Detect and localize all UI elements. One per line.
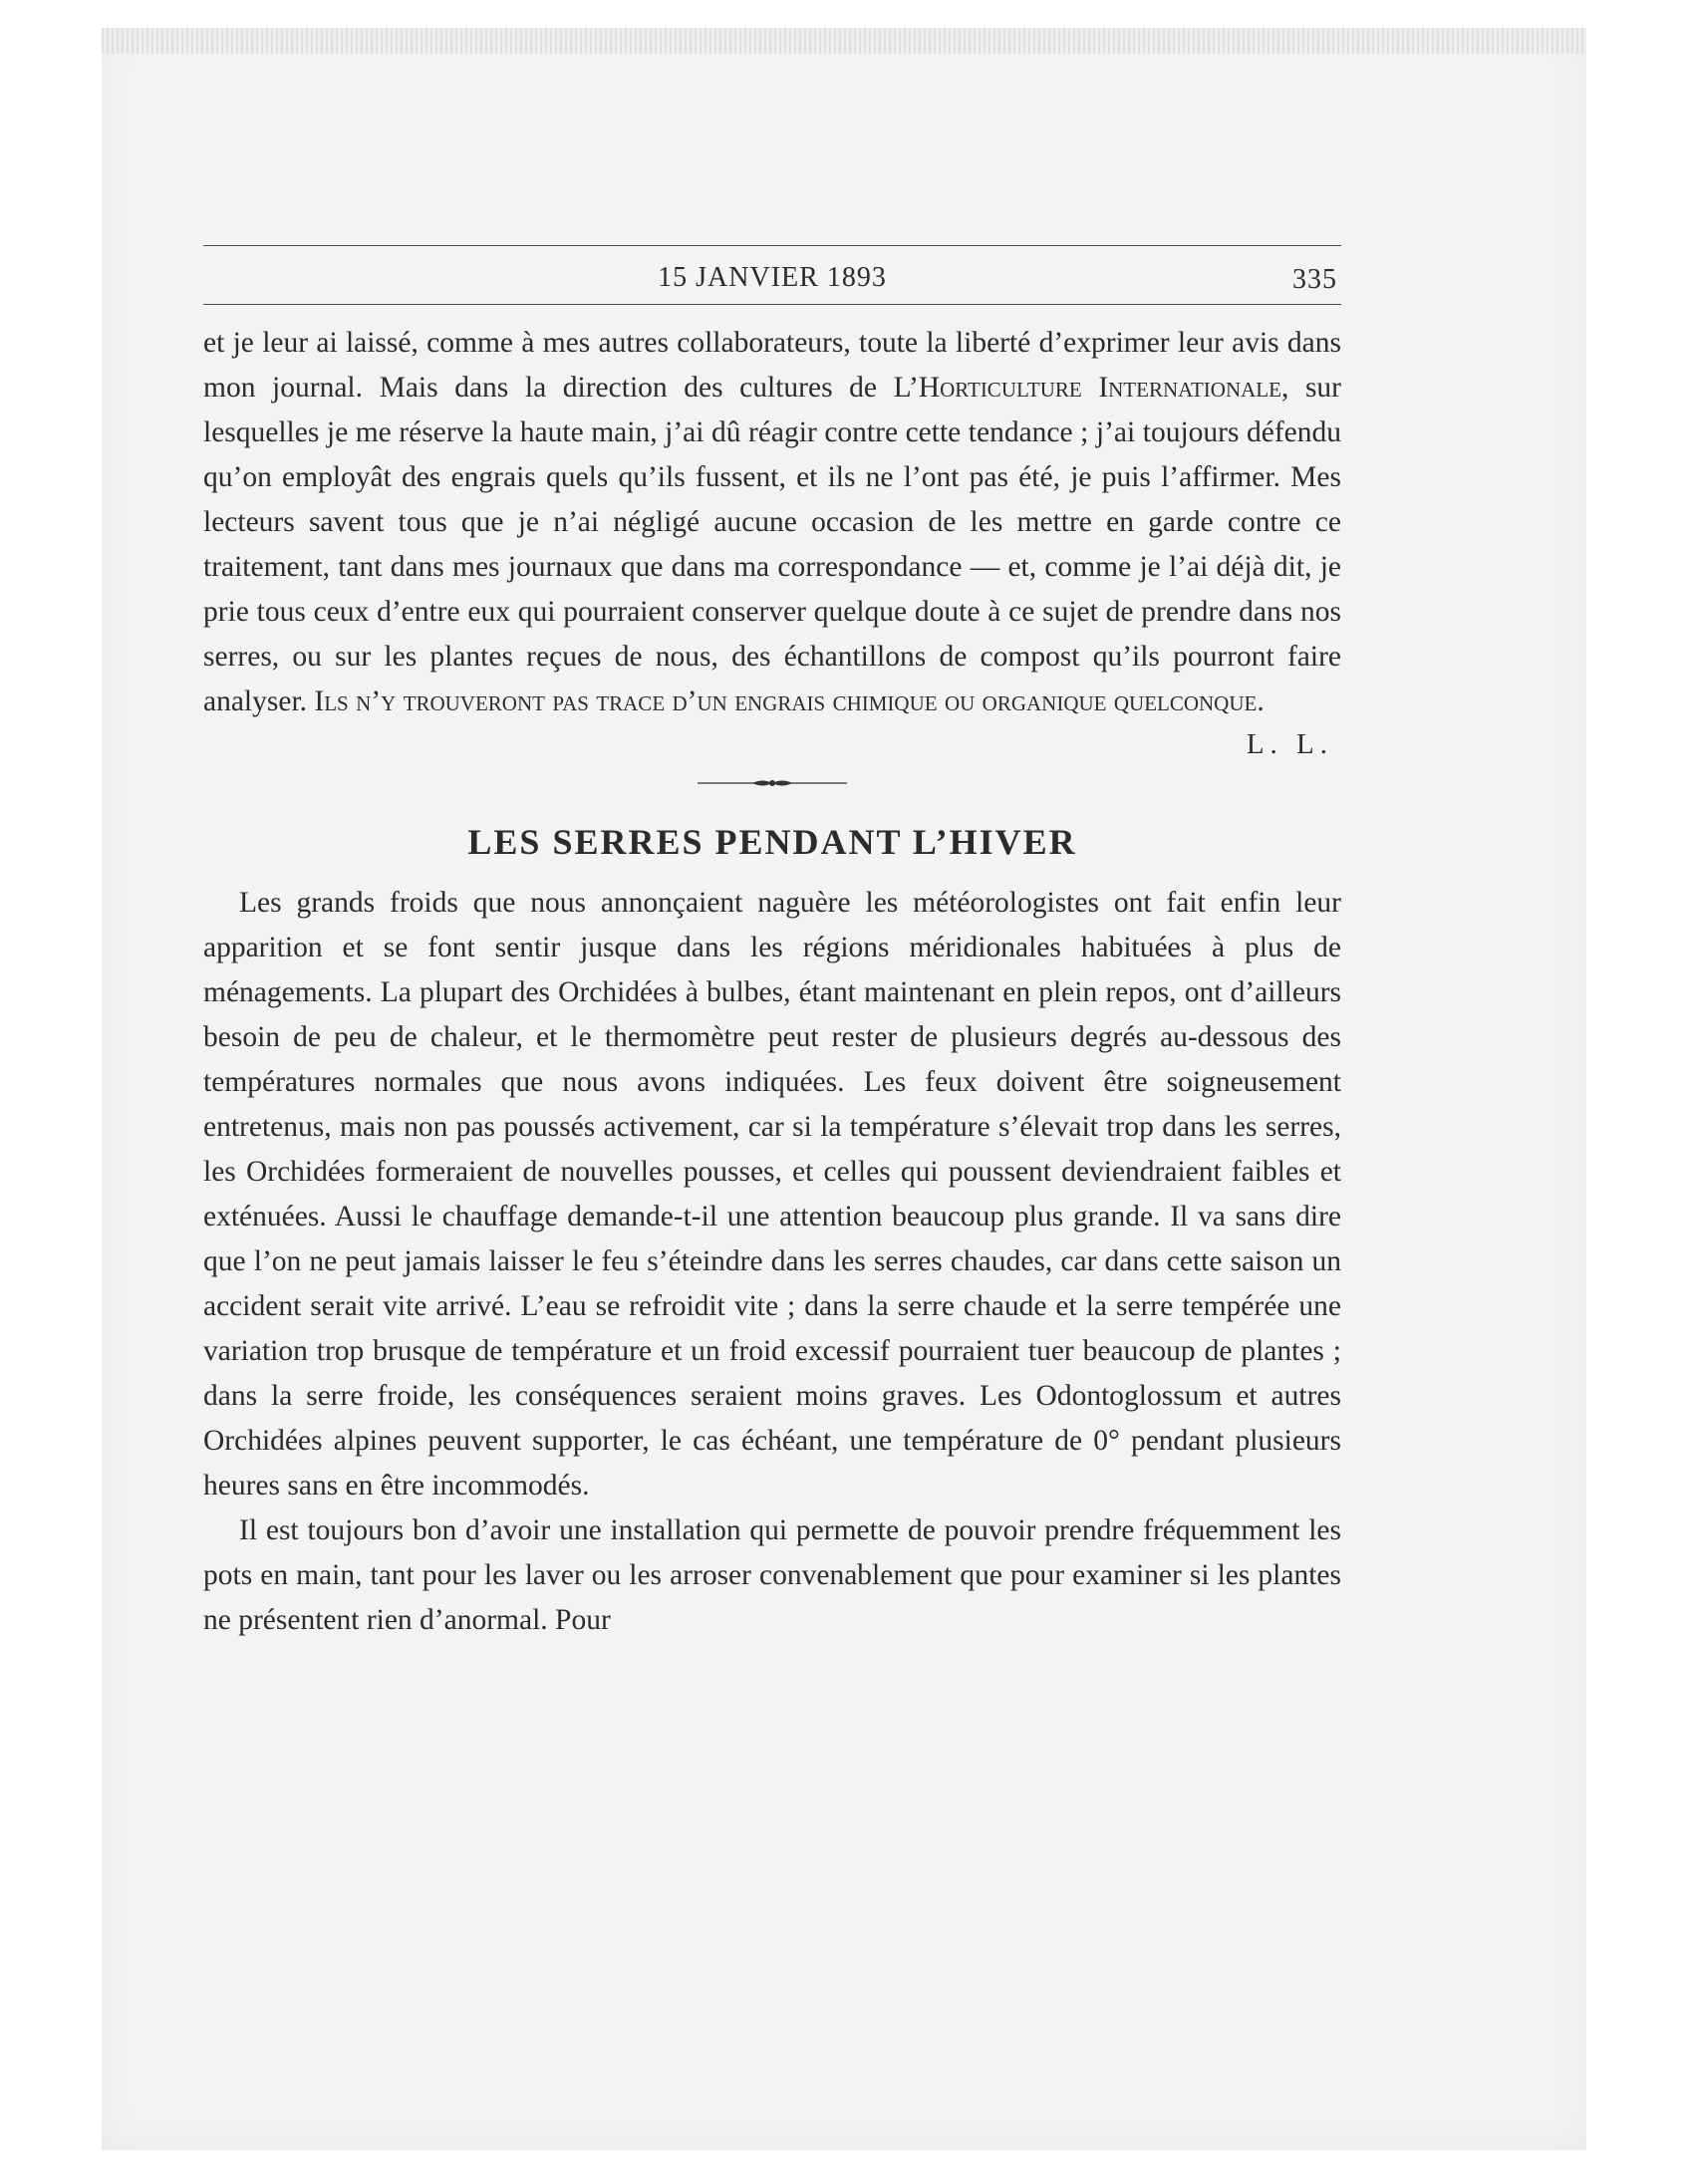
intro-section (203, 321, 1341, 724)
running-header (203, 246, 1341, 304)
article-paragraph-1: Les grands froids que nous annonçaient naguère les météorologistes ont fait enfin leur apparition et se font sentir jusque dans les régions méridionales habituées à plus de ménagements. La plupart des Orchidées à bulbes, étant maintenant en plein repos, ont d’ailleurs besoin de peu de chaleur, et le thermomètre peut rester de plusieurs degrés au-dessous des températures normales que nous avons indiquées. Les feux doivent être soigneusement entretenus, mais non pas poussés activement, car si la température s’élevait trop dans les serres, les Orchidées formeraient de nouvelles pousses, et celles qui poussent deviendraient faibles et exténuées. Aussi le chauffage demande-t-il une attention beaucoup plus grande. Il va sans dire que l’on ne peut jamais laisser le feu s’éteindre dans les serres chaudes, car dans cette saison un accident serait vite arrivé. L’eau se refroidit vite ; dans la serre chaude et la serre tempérée une variation trop brusque de température et un froid excessif pourraient tuer beaucoup de plantes ; dans la serre froide, les conséquences seraient moins graves. Les Odontoglossum et autres Orchidées alpines peuvent supporter, le cas échéant, une température de 0° pendant plusieurs heures sans en être incommodés. (203, 887, 1341, 1502)
scan-edge-strip (102, 28, 1586, 54)
ornament-icon (698, 775, 847, 791)
article-paragraph-2: Il est toujours bon d’avoir une installation qui permette de pouvoir prendre fréquemment les pots en main, tant pour les laver ou les arroser convenablement que pour examiner si les plantes ne présentent rien d’anormal. Pour (203, 1514, 1341, 1636)
journal-name: L’Horticulture Internationale (893, 372, 1281, 404)
page-number: 335 (1292, 264, 1337, 295)
article-body (203, 881, 1341, 1643)
intro-text-2: , sur lesquelles je me réserve la haute main, j’ai dû réagir contre cette tendance ; j’ai toujours défendu qu’on employât des engrais quels qu’ils fussent, et ils ne l’ont pas été, je puis l’affirmer. Mes lecteurs savent tous que je n’ai négligé aucune occasion de les mettre en garde contre ce traitement, tant dans mes journaux que dans ma correspondance — et, comme je l’ai déjà dit, je prie tous ceux d’entre eux qui pourraient conserver quelque doute à ce sujet de prendre dans nos serres, ou sur les plantes reçues de nous, des échantillons de compost qu’ils pourront faire analyser. (203, 372, 1341, 717)
header-bottom-rule (203, 304, 1341, 305)
intro-text-1: et je leur ai laissé, comme à mes autres collaborateurs, toute la liberté d’exprimer leur avis dans mon journal. Mais dans la direction des cultures de (203, 327, 1341, 404)
intro-emphasis: Ils n’y trouveront pas trace d’un engrais chimique ou organique quelconque. (314, 685, 1265, 717)
header-date: 15 JANVIER 1893 (658, 262, 887, 293)
article-title: LES SERRES PENDANT L’HIVER (467, 822, 1077, 862)
section-divider-ornament (203, 775, 1341, 791)
author-signature: L. L. (1246, 728, 1333, 760)
page-content (203, 245, 1341, 1643)
intro-paragraph (203, 321, 1341, 724)
